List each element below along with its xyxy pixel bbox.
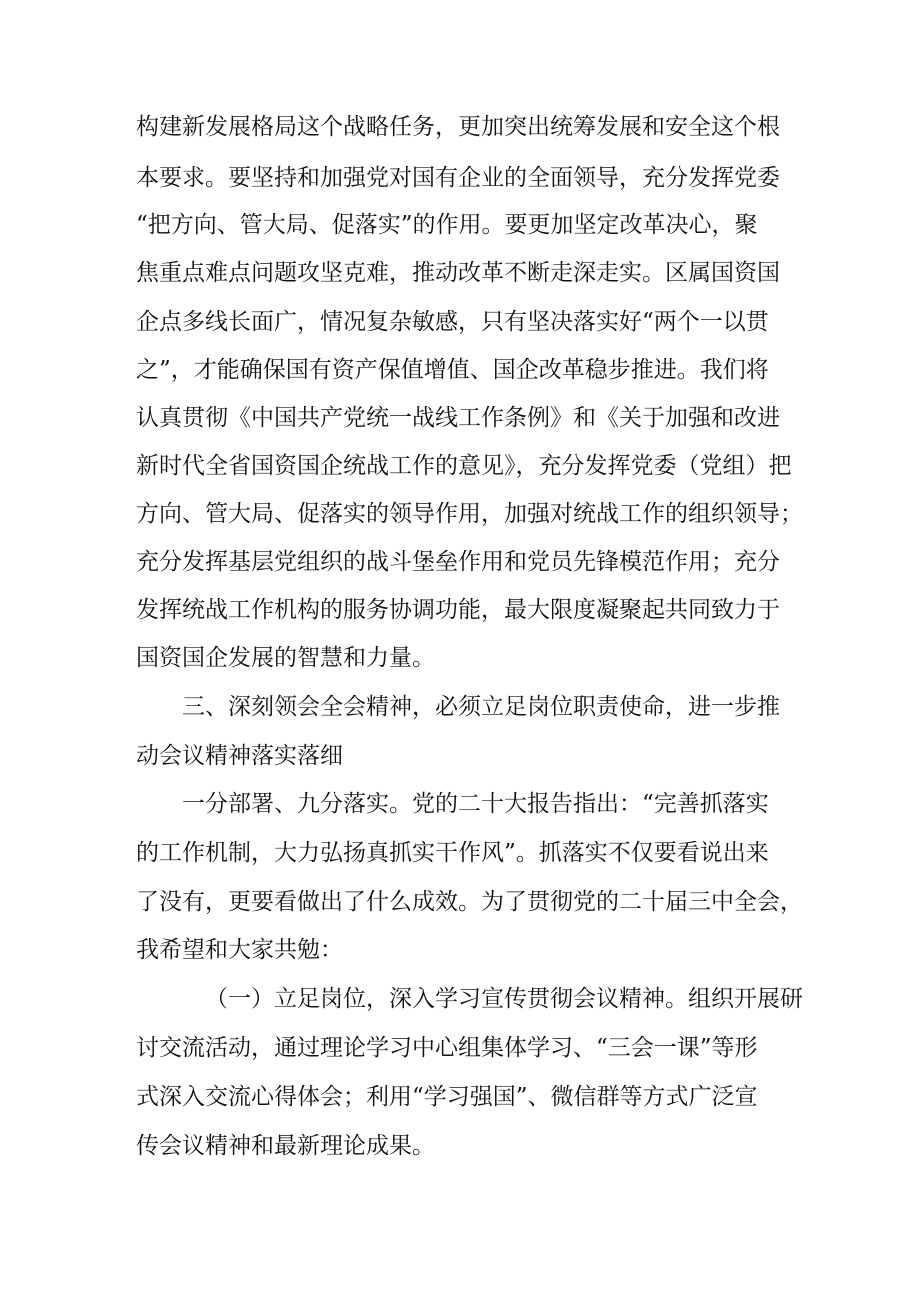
paragraph-2-line-2: 的工作机制，大力弘扬真抓实干作风”。抓落实不仅要看说出来 [136, 840, 769, 866]
paragraph-1-line-6: 之”，才能确保国有资产保值增值、国企改革稳步推进。我们将 [136, 357, 769, 383]
section-3-heading-line-1: 三、深刻领会全会精神，必须立足岗位职责使命，进一步推 [182, 694, 780, 720]
paragraph-1-line-7: 认真贯彻《中国共产党统一战线工作条例》和《关于加强和改进 [136, 405, 780, 431]
paragraph-3-line-4: 传会议精神和最新理论成果。 [136, 1133, 435, 1159]
paragraph-1-line-8: 新时代全省国资国企统战工作的意见》，充分发挥党委（党组）把 [136, 453, 792, 479]
paragraph-3-line-1: （一）立足岗位，深入学习宣传贯彻会议精神。组织开展研 [205, 986, 803, 1012]
paragraph-1-line-5: 企点多线长面广，情况复杂敏感，只有坚决落实好“两个一以贯 [136, 309, 769, 335]
paragraph-2-line-4: 我希望和大家共勉： [136, 937, 343, 963]
paragraph-1-line-11: 发挥统战工作机构的服务协调功能，最大限度凝聚起共同致力于 [136, 597, 780, 623]
paragraph-3-line-3: 式深入交流心得体会；利用“学习强国”、微信群等方式广泛宣 [136, 1084, 758, 1110]
paragraph-1-line-3: “把方向、管大局、促落实”的作用。要更加坚定改革决心，聚 [136, 212, 758, 238]
paragraph-2-line-3: 了没有，更要看做出了什么成效。为了贯彻党的二十届三中全会， [136, 889, 803, 915]
paragraph-1-line-10: 充分发挥基层党组织的战斗堡垒作用和党员先锋模范作用；充分 [136, 549, 780, 575]
paragraph-1-line-12: 国资国企发展的智慧和力量。 [136, 645, 435, 671]
paragraph-1-line-9: 方向、管大局、促落实的领导作用，加强对统战工作的组织领导； [136, 501, 803, 527]
paragraph-2-line-1: 一分部署、九分落实。党的二十大报告指出：“完善抓落实 [182, 791, 769, 817]
paragraph-1-line-1: 构建新发展格局这个战略任务，更加突出统筹发展和安全这个根 [136, 114, 780, 140]
paragraph-1-line-2: 本要求。要坚持和加强党对国有企业的全面领导，充分发挥党委 [136, 165, 780, 191]
paragraph-3-line-2: 讨交流活动，通过理论学习中心组集体学习、“三会一课”等形 [136, 1035, 758, 1061]
paragraph-1-line-4: 焦重点难点问题攻坚克难，推动改革不断走深走实。区属国资国 [136, 260, 780, 286]
section-3-heading-line-2: 动会议精神落实落细 [136, 743, 343, 769]
